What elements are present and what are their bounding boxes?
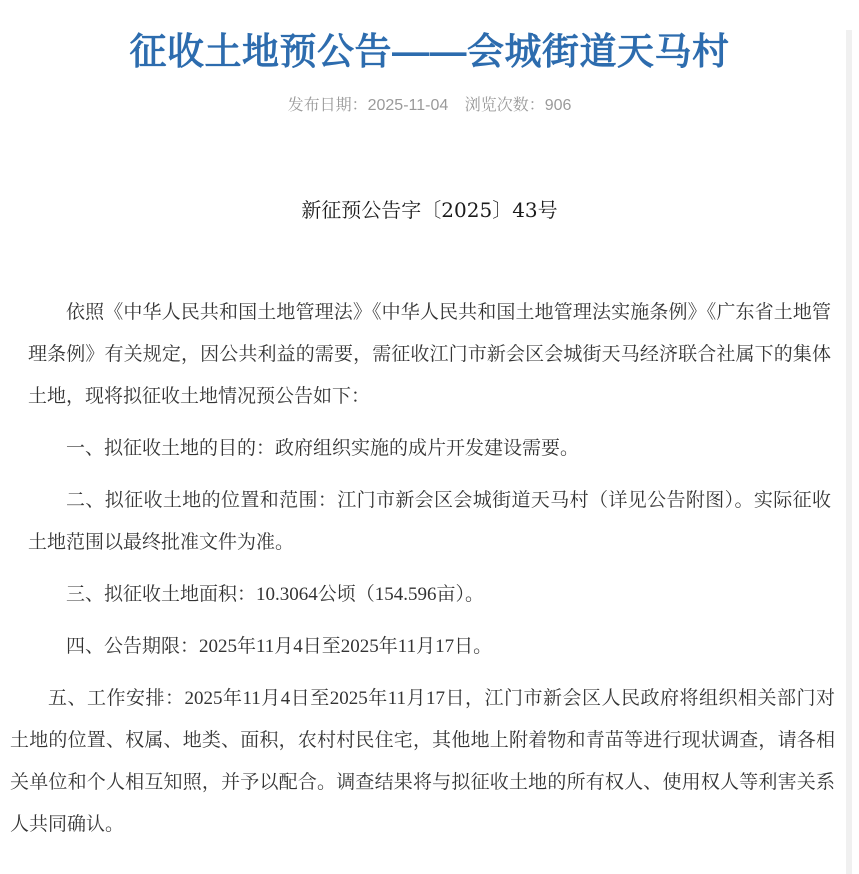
paragraph-item-5: 五、工作安排：2025年11月4日至2025年11月17日，江门市新会区人民政府将组织相关部门对土地的位置、权属、地类、面积，农村村民住宅，其他地上附着物和青苗等进行现状调查，请各相关单位和个人相互知照，并予以配合。调查结果将与拟征收土地的所有权人、使用权人等利害关系人共同确认。 [10,688,835,835]
meta-line [0,96,859,116]
document-number: 新征预公告字〔2025〕43号 [301,198,558,222]
publish-date-value: 2025-11-04 [367,97,449,114]
scrollbar-track[interactable] [846,30,852,874]
paragraph-intro: 依照《中华人民共和国土地管理法》《中华人民共和国土地管理法实施条例》《广东省土地管理条例》有关规定，因公共利益的需要，需征收江门市新会区会城街天马经济联合社属下的集体土地，现将拟征收土地情况预公告如下： [28,302,831,407]
publish-date-label: 发布日期： [287,97,368,114]
paragraph-item-1: 一、拟征收土地的目的：政府组织实施的成片开发建设需要。 [66,438,580,459]
paragraph-item-3: 三、拟征收土地面积：10.3064公顷（154.596亩）。 [66,584,485,605]
page-title: 征收土地预公告——会城街道天马村 [129,31,730,72]
view-count [465,97,572,114]
article-body [0,292,859,846]
view-count-value: 906 [544,97,572,114]
publish-date [288,97,453,114]
paragraph-item-4: 四、公告期限：2025年11月4日至2025年11月17日。 [66,636,493,657]
view-count-label: 浏览次数： [464,97,545,114]
announcement-page [0,30,859,874]
paragraph-item-2: 二、拟征收土地的位置和范围：江门市新会区会城街道天马村（详见公告附图）。实际征收土地范围以最终批准文件为准。 [28,490,831,553]
